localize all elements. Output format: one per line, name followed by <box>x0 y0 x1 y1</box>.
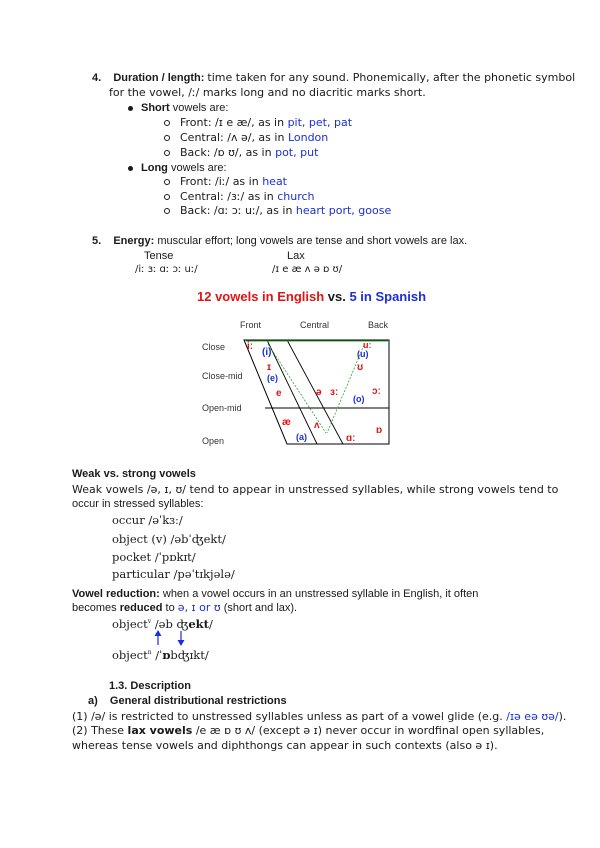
title-english: 12 vowels in English <box>197 289 325 304</box>
long-item-back: Back: /ɑː ɔː uː/, as in heart port, goose <box>164 204 391 218</box>
lax-label: Lax <box>287 250 305 262</box>
col-central-label: Central <box>300 320 330 330</box>
spanish-i: (i) <box>262 347 272 358</box>
energy-text: muscular effort; long vowels are tense and short vowels are lax. <box>157 235 468 247</box>
col-back-label: Back <box>368 320 389 330</box>
description-heading: 1.3. Description <box>109 680 191 692</box>
reduction-line2: becomes reduced to ə, ɪ or ʊ (short and lax). <box>72 601 298 614</box>
reduction-text-1: when a vowel occurs in an unstressed syllable in English, it often <box>162 588 479 600</box>
weak-text-1: Weak vowels /ə, ɪ, ʊ/ tend to appear in unstressed syllables, while strong vowels tend to <box>72 483 559 496</box>
description-p2: (2) These lax vowels /e æ ɒ ʊ ʌ/ (except ə ɪ) never occur in wordfinal open syllables, <box>72 724 545 737</box>
vowel-i-long: iː <box>247 341 254 352</box>
reduction-line1 <box>72 587 478 601</box>
short-item-central: Central: /ʌ ə/, as in London <box>164 131 328 145</box>
title-spanish: 5 in Spanish <box>349 289 427 304</box>
short-rest: vowels are: <box>172 102 229 114</box>
front-central-line <box>267 340 317 444</box>
arrow-up-head-icon <box>155 630 162 636</box>
vowel-er: ɜː <box>330 387 339 398</box>
duration-text-1: time taken for any sound. Phonemically, after the phonetic symbol <box>207 71 576 84</box>
spanish-a: (a) <box>296 432 307 442</box>
row-openmid-label: Open-mid <box>202 403 242 413</box>
example-words: church <box>277 190 315 203</box>
reduction-example-noun: object$^n$ /ˈɒbʤɪkt/ <box>112 647 209 662</box>
weak-text-2: occur in stressed syllables: <box>72 498 204 510</box>
example-words: pit, pet, pat <box>287 116 353 129</box>
noun-tag: n <box>147 649 152 656</box>
weak-example: object (v) /əbˈʤekt/ <box>112 532 226 546</box>
col-front-label: Front <box>240 320 262 330</box>
spanish-u: (u) <box>357 349 369 359</box>
weak-example: occur /əˈkɜː/ <box>112 513 183 527</box>
vowel-e: e <box>276 388 282 399</box>
vowel-i-short: ɪ <box>267 362 272 373</box>
duration-heading: Duration / length: <box>113 72 205 84</box>
tense-list: /iː ɜː ɑː ɔː uː/ <box>135 264 198 275</box>
reduced-word: reduced <box>119 602 163 614</box>
tense-label: Tense <box>144 250 174 262</box>
lax-vowels-term: lax vowels <box>127 724 193 737</box>
vowel-u-long: uː <box>363 340 372 350</box>
spanish-o: (o) <box>353 394 365 404</box>
row-closemid-label: Close-mid <box>202 371 243 381</box>
short-label: Short <box>141 102 170 114</box>
short-item-back: Back: /ɒ ʊ/, as in pot, put <box>164 146 318 160</box>
vowel-schwa: ə <box>316 387 322 398</box>
vowel-ae: æ <box>282 417 291 428</box>
example-words: London <box>287 131 329 144</box>
example-words: heart port, goose <box>295 204 392 217</box>
row-close-label: Close <box>202 342 226 352</box>
reduction-example-verb: object$^v$ /əb ʤekt/ <box>112 616 213 631</box>
glide-examples: /ɪə eə ʊə/ <box>506 710 559 723</box>
vowel-ar: ɑː <box>346 433 356 444</box>
description-p3: whereas tense vowels and diphthongs can appear in such contexts (also ə ɪ). <box>72 739 498 752</box>
weak-example: particular /pəˈtɪkjələ/ <box>112 567 235 581</box>
reduced-vowels: ə, ɪ or ʊ <box>177 601 221 614</box>
short-item-front: Front: /ɪ e æ/, as in pit, pet, pat <box>164 116 352 130</box>
weak-heading: Weak vs. strong vowels <box>72 468 196 480</box>
long-item-front: Front: /iː/ as in heat <box>164 175 287 189</box>
long-item-central: Central: /ɜː/ as in church <box>164 190 315 204</box>
vowel-wedge: ʌ <box>314 420 320 431</box>
vowel-or: ɔː <box>372 386 381 397</box>
spanish-e: (e) <box>267 373 278 383</box>
weak-example: pocket /ˈpɒkɪt/ <box>112 550 196 564</box>
title-vs: vs. <box>324 289 350 304</box>
description-p1: (1) /ə/ is restricted to unstressed syllables unless as part of a vowel glide (e.g. /ɪə eə ʊə/). <box>72 710 567 723</box>
long-rest: vowels are: <box>170 162 227 174</box>
distribution-subheading: a) General distributional restrictions <box>88 695 287 707</box>
vowel-u-short: ʊ <box>357 362 364 373</box>
duration-text-2: for the vowel, /ː/ marks long and no diacritic marks short. <box>109 86 426 99</box>
vowel-o-short: ɒ <box>376 425 383 436</box>
reduction-heading: Vowel reduction: <box>72 588 160 600</box>
lax-list: /ɪ e æ ʌ ə ɒ ʊ/ <box>272 264 343 275</box>
example-words: heat <box>262 175 287 188</box>
energy-heading: Energy: <box>113 235 155 247</box>
verb-tag: v <box>147 618 152 625</box>
example-words: pot, put <box>275 146 319 159</box>
long-label: Long <box>141 162 168 174</box>
duration-number: 4. <box>92 72 102 84</box>
energy-number: 5. <box>92 235 102 247</box>
row-open-label: Open <box>202 436 225 446</box>
